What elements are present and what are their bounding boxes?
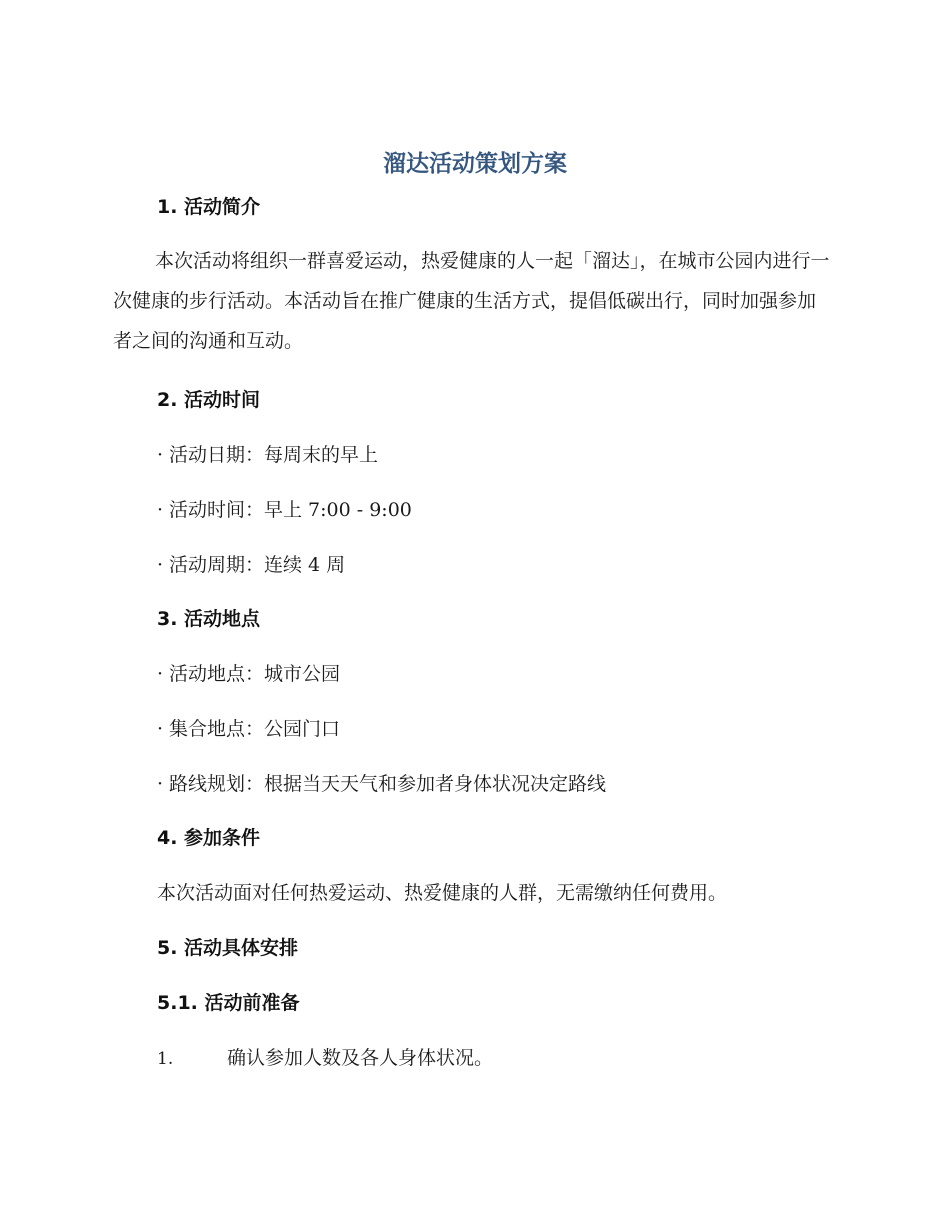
intro-paragraph-text: 本次活动将组织一群喜爱运动，热爱健康的人一起「溜达」，在城市公园内进行一次健康的步行活动。本活动旨在推广健康的生活方式，提倡低碳出行，同时加强参加者之间的沟通和互动。 bbox=[113, 250, 830, 352]
list-item bbox=[157, 660, 340, 688]
numbered-item-number: 1. bbox=[157, 1049, 174, 1069]
bullet-icon: · bbox=[157, 718, 164, 740]
subsection-heading-preparation: 5.1. 活动前准备 bbox=[157, 992, 300, 1014]
bullet-icon: · bbox=[157, 499, 164, 521]
bullet-icon: · bbox=[157, 444, 164, 466]
list-item-text: 路线规划：根据当天天气和参加者身体状况决定路线 bbox=[169, 773, 607, 795]
intro-paragraph bbox=[113, 241, 833, 361]
list-item-text: 集合地点：公园门口 bbox=[169, 718, 341, 740]
section-heading-intro: 1. 活动简介 bbox=[157, 196, 261, 218]
list-item bbox=[157, 715, 340, 743]
list-item bbox=[157, 441, 378, 469]
list-item-text: 活动地点：城市公园 bbox=[169, 663, 341, 685]
section-heading-conditions: 4. 参加条件 bbox=[157, 827, 261, 849]
bullet-icon: · bbox=[157, 773, 164, 795]
numbered-item bbox=[157, 1044, 493, 1073]
list-item bbox=[157, 551, 345, 579]
conditions-paragraph: 本次活动面对任何热爱运动、热爱健康的人群，无需缴纳任何费用。 bbox=[157, 882, 728, 904]
numbered-item-text: 确认参加人数及各人身体状况。 bbox=[227, 1047, 494, 1069]
list-item bbox=[157, 496, 412, 524]
bullet-icon: · bbox=[157, 663, 164, 685]
section-heading-schedule: 5. 活动具体安排 bbox=[157, 937, 299, 959]
list-item bbox=[157, 770, 606, 798]
section-heading-location: 3. 活动地点 bbox=[157, 608, 261, 630]
bullet-icon: · bbox=[157, 554, 164, 576]
document-title: 溜达活动策划方案 bbox=[383, 151, 567, 177]
list-item-text: 活动周期：连续 4 周 bbox=[169, 554, 346, 576]
list-item-text: 活动时间：早上 7:00 - 9:00 bbox=[169, 499, 412, 521]
section-heading-time: 2. 活动时间 bbox=[157, 389, 261, 411]
list-item-text: 活动日期：每周末的早上 bbox=[169, 444, 379, 466]
